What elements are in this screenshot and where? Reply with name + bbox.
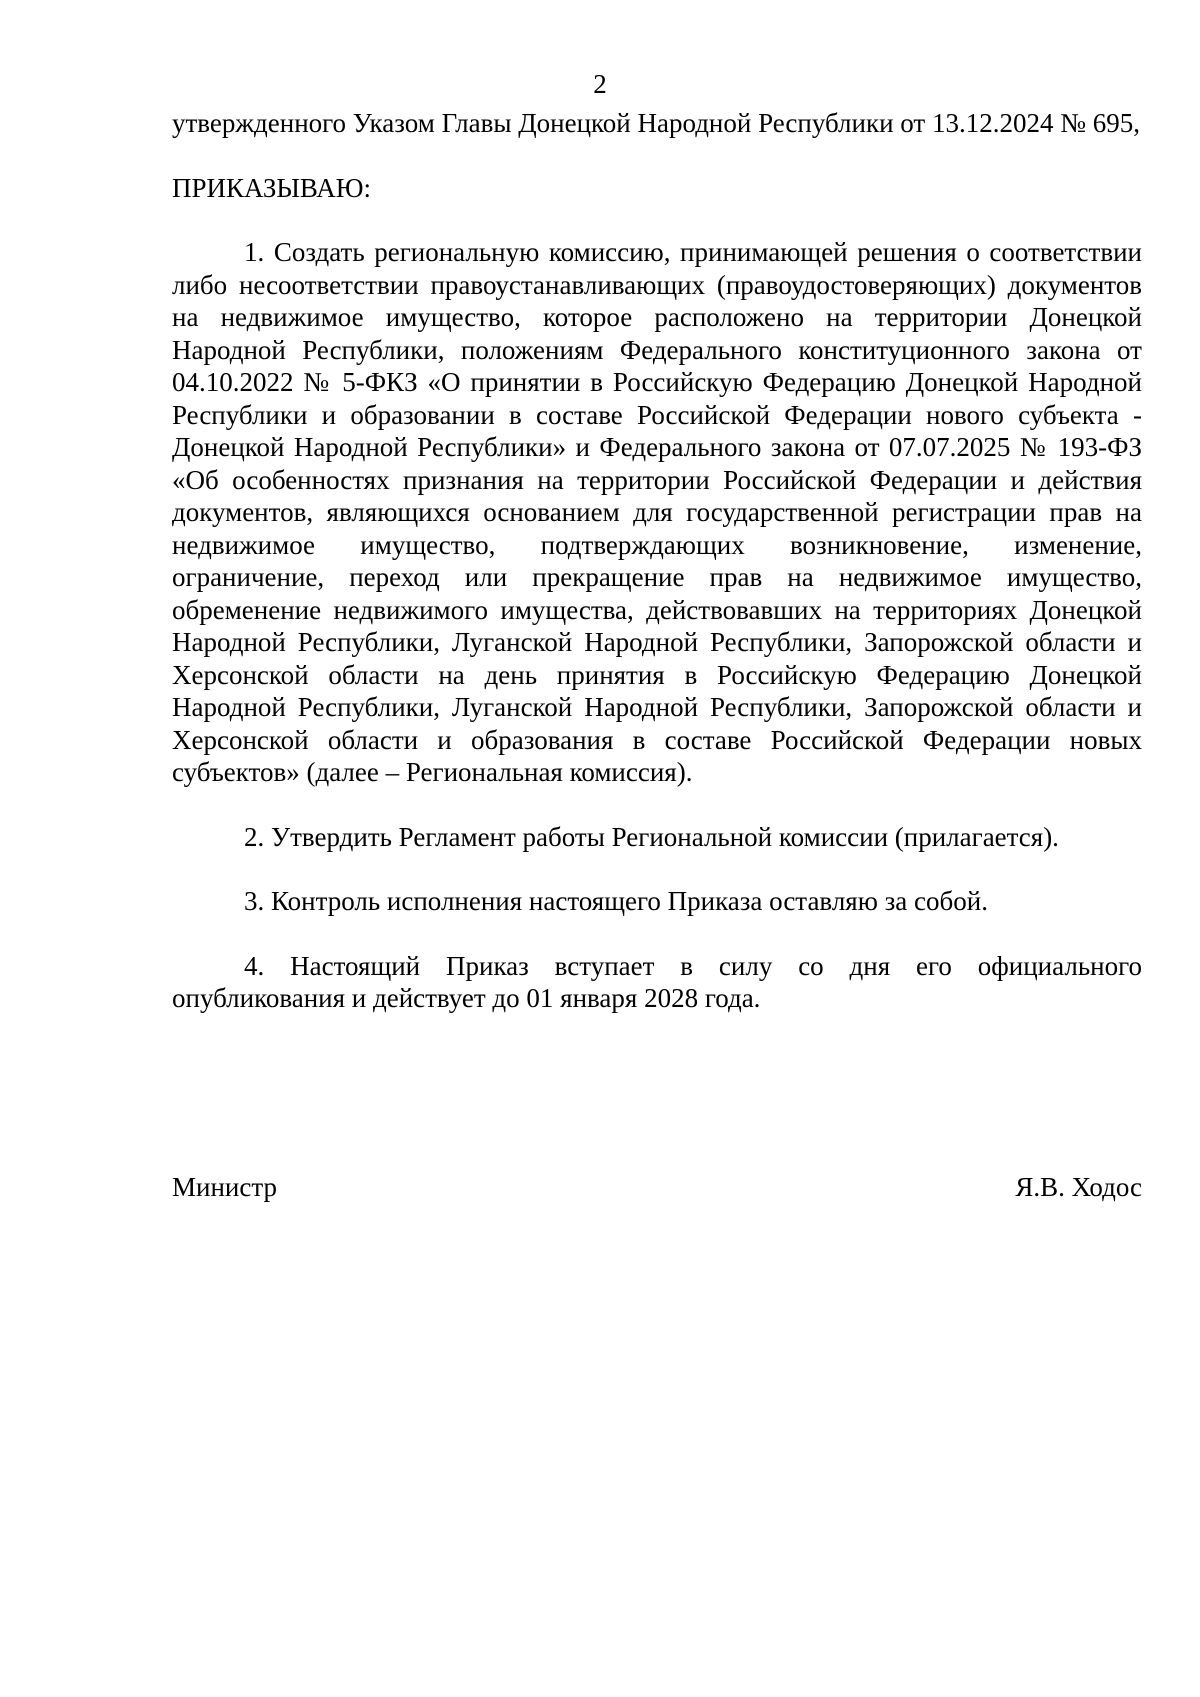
order-item-1: 1. Создать региональную комиссию, принимающей решения о соответствии либо несоответствии правоустанавливающих (правоудостоверяющих) документов на недвижимое имущество, которое расположено на территории Донецкой Народной Республики, положениям Федерального конституционного закона от 04.10.2022 № 5-ФКЗ «О принятии в Российскую Федерацию Донецкой Народной Республики и образовании в составе Российской Федерации нового субъекта - Донецкой Народной Республики» и Федерального закона от 07.07.2025 № 193-ФЗ «Об особенностях признания на территории Российской Федерации и действия документов, являющихся основанием для государственной регистрации прав на недвижимое имущество, подтверждающих возникновение, изменение, ограничение, переход или прекращение прав на недвижимое имущество, обременение недвижимого имущества, действовавших на территориях Донецкой Народной Республики, Луганской Народной Республики, Запорожской области и Херсонской области на день принятия в Российскую Федерацию Донецкой Народной Республики, Луганской Народной Республики, Запорожской области и Херсонской области и образования в составе Российской Федерации новых субъектов» (далее – Региональная комиссия).: [172, 237, 1142, 787]
signatory-position: Министр: [172, 1172, 277, 1202]
intro-paragraph: утвержденного Указом Главы Донецкой Народной Республики от 13.12.2024 № 695,: [172, 108, 1140, 138]
order-item-2: 2. Утвердить Регламент работы Региональной комиссии (прилагается).: [244, 821, 1059, 852]
signatory-name: Я.В. Ходос: [1015, 1172, 1142, 1202]
document-body: [172, 107, 1142, 1047]
order-heading: ПРИКАЗЫВАЮ:: [172, 172, 371, 203]
order-item-3: 3. Контроль исполнения настоящего Приказа оставляю за собой.: [244, 886, 988, 916]
order-item-4: 4. Настоящий Приказ вступает в силу со дня его официального опубликования и действует до 01 января 2028 года.: [172, 950, 1142, 1013]
page-number: 2: [593, 69, 607, 99]
signature-block: [172, 1171, 1142, 1203]
